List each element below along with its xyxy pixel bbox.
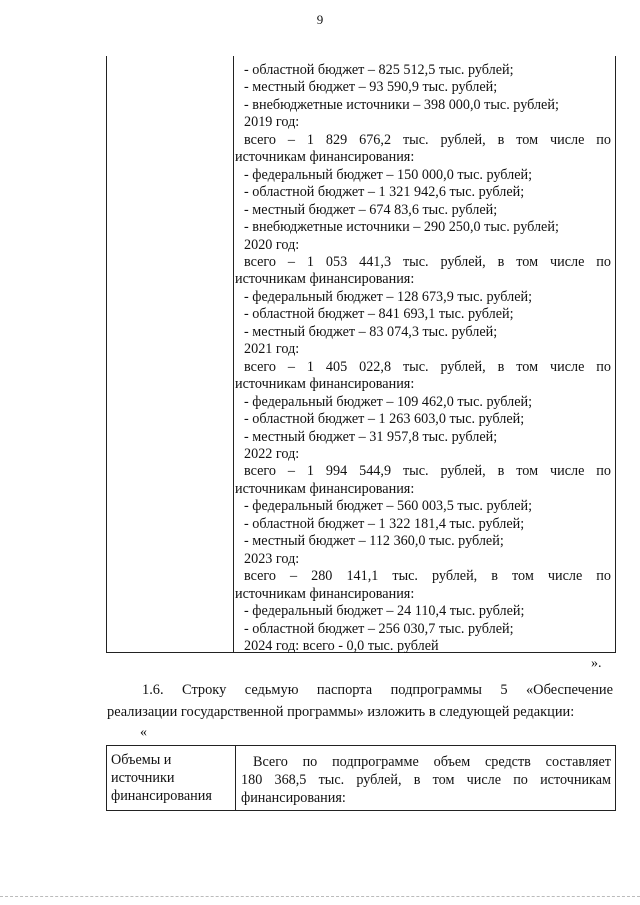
row-label: [111, 751, 231, 805]
financing-line: - областной бюджет – 825 512,5 тыс. рублей;: [244, 62, 514, 78]
column-divider: [235, 746, 236, 810]
row-content: [241, 753, 611, 807]
page-number: 9: [316, 12, 324, 27]
financing-cell: [235, 62, 611, 655]
financing-line: источникам финансирования:: [235, 480, 415, 497]
financing-table-continued: [106, 56, 616, 653]
financing-line: 2021 год:: [244, 341, 300, 358]
row-label-line: Объемы и: [111, 752, 172, 768]
financing-line: - областной бюджет – 1 321 942,6 тыс. рублей;: [244, 184, 525, 201]
scan-edge: [0, 896, 640, 897]
financing-line: - внебюджетные источники – 290 250,0 тыс. рублей;: [244, 219, 559, 236]
amendment-paragraph: [107, 679, 613, 723]
financing-line: источникам финансирования:: [235, 376, 415, 393]
financing-line: - федеральный бюджет – 150 000,0 тыс. рублей;: [244, 166, 533, 183]
row-label-line: финансирования: [111, 788, 212, 804]
financing-line: - местный бюджет – 112 360,0 тыс. рублей;: [244, 533, 504, 550]
financing-line: 2022 год:: [244, 445, 300, 462]
financing-line: - местный бюджет – 674 83,6 тыс. рублей;: [244, 201, 498, 218]
financing-line: - областной бюджет – 1 263 603,0 тыс. рублей;: [244, 411, 525, 428]
paragraph-line-2: реализации государственной программы» изложить в следующей редакции:: [107, 704, 575, 720]
financing-line: всего – 1 405 022,8 тыс. рублей, в том числе по: [244, 358, 611, 375]
paragraph-line-1: 1.6. Строку седьмую паспорта подпрограммы 5 «Обеспечение: [142, 682, 613, 698]
row-label-line: источники: [111, 770, 175, 786]
financing-line: - областной бюджет – 1 322 181,4 тыс. рублей;: [244, 515, 525, 532]
financing-line: источникам финансирования:: [235, 149, 415, 166]
financing-line: - местный бюджет – 31 957,8 тыс. рублей;: [244, 428, 498, 445]
financing-line: - областной бюджет – 256 030,7 тыс. рублей;: [244, 620, 514, 637]
financing-line: - федеральный бюджет – 128 673,9 тыс. рублей;: [244, 288, 533, 305]
column-divider: [233, 56, 234, 652]
closing-quote: ».: [591, 656, 602, 671]
financing-line: 2019 год:: [244, 114, 300, 131]
financing-line: всего – 280 141,1 тыс. рублей, в том числе по: [244, 568, 611, 585]
financing-line: 2024 год: всего - 0,0 тыс. рублей: [244, 637, 439, 654]
financing-line: - федеральный бюджет – 560 003,5 тыс. рублей;: [244, 498, 533, 515]
financing-line: источникам финансирования:: [235, 271, 415, 288]
financing-line: всего – 1 829 676,2 тыс. рублей, в том числе по: [244, 131, 611, 148]
financing-line: 2020 год:: [244, 236, 300, 253]
row-content-line: Всего по подпрограмме объем средств составляет: [253, 754, 611, 770]
financing-line: - федеральный бюджет – 109 462,0 тыс. рублей;: [244, 393, 533, 410]
row-content-line: финансирования:: [241, 790, 346, 806]
financing-line: всего – 1 994 544,9 тыс. рублей, в том числе по: [244, 463, 611, 480]
financing-line: - внебюджетные источники – 398 000,0 тыс. рублей;: [244, 96, 559, 113]
financing-line: - местный бюджет – 93 590,9 тыс. рублей;: [244, 79, 498, 96]
financing-line: - местный бюджет – 83 074,3 тыс. рублей;: [244, 323, 498, 340]
financing-line: всего – 1 053 441,3 тыс. рублей, в том числе по: [244, 253, 611, 270]
financing-line: - федеральный бюджет – 24 110,4 тыс. рублей;: [244, 603, 525, 620]
financing-line: источникам финансирования:: [235, 585, 415, 602]
row-content-line: 180 368,5 тыс. рублей, в том числе по источникам: [241, 772, 611, 788]
financing-line: - областной бюджет – 841 693,1 тыс. рублей;: [244, 306, 514, 323]
financing-line: 2023 год:: [244, 550, 300, 567]
opening-quote: «: [140, 725, 147, 740]
financing-table-new: [106, 745, 616, 811]
